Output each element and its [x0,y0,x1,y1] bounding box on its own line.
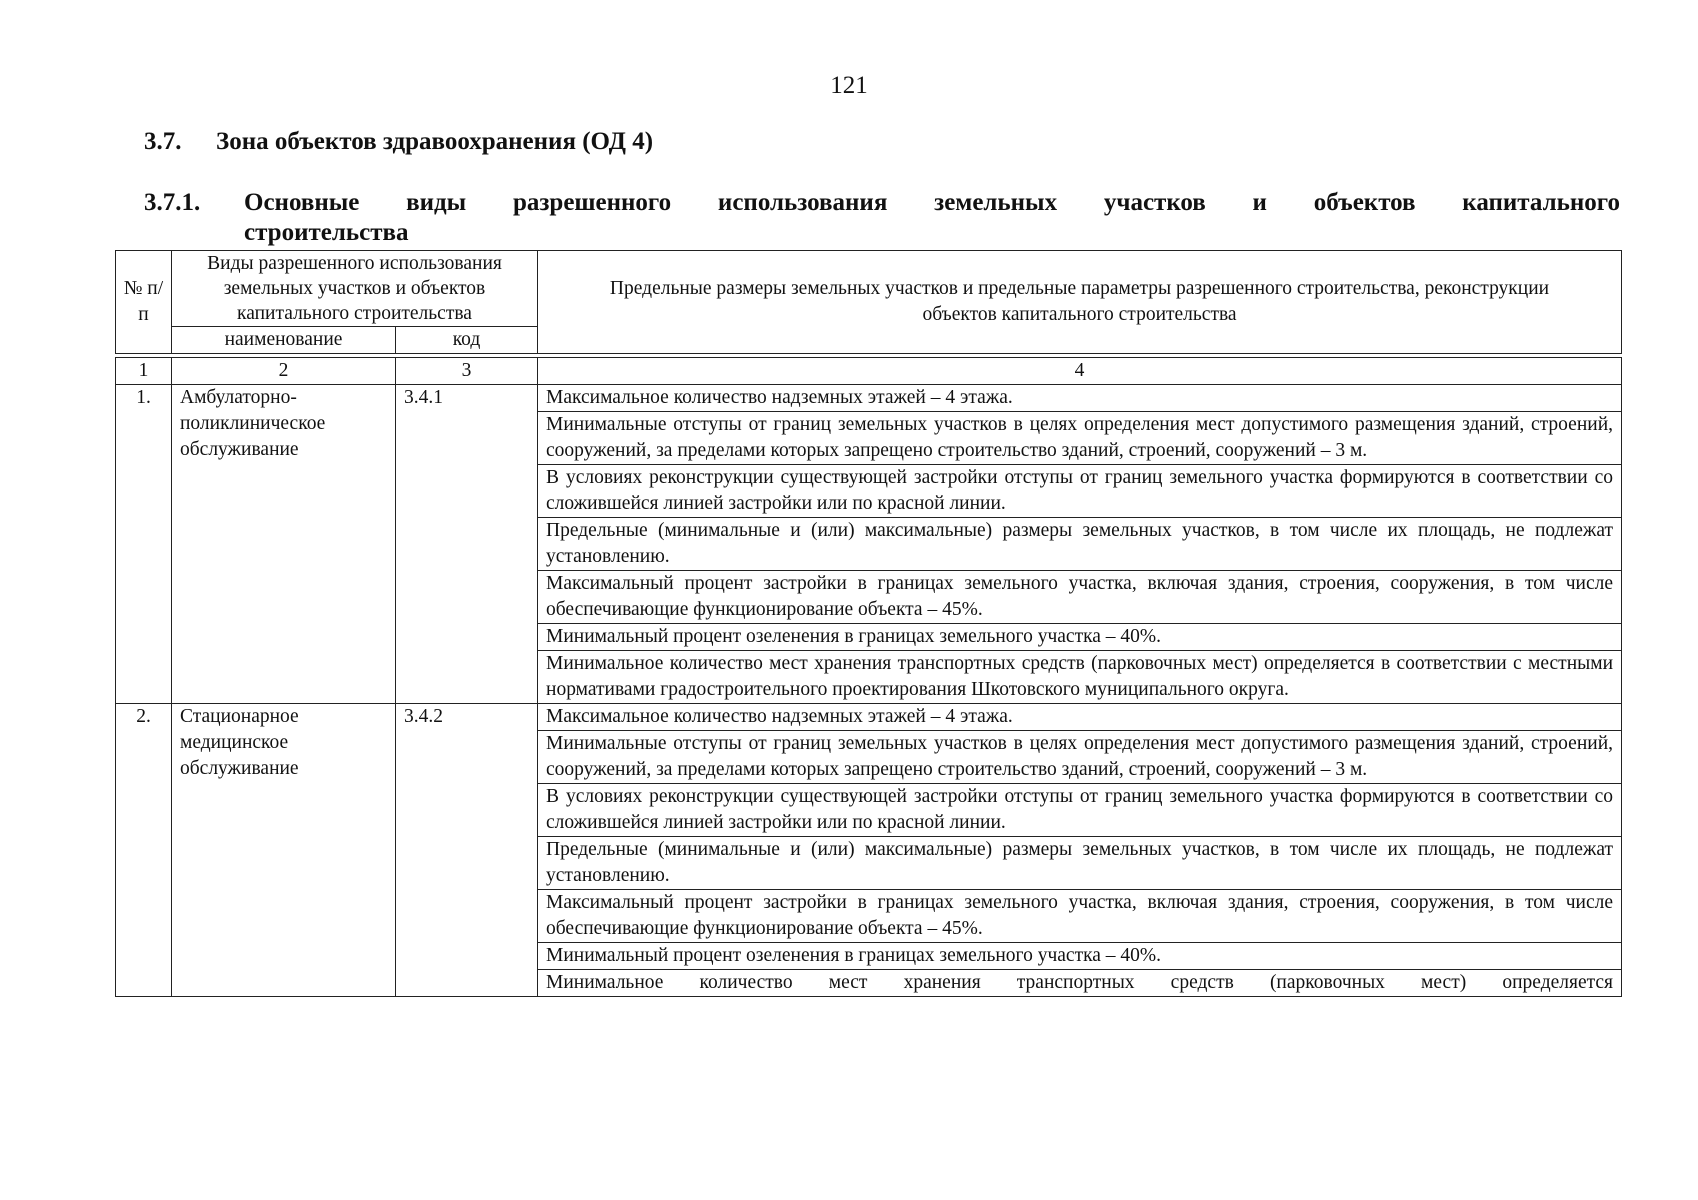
col-number-1: 1 [116,358,172,385]
param-cell: Минимальные отступы от границ земельных участков в целях определения мест допустимого размещения зданий, строений, сооружений, за пределами которых запрещено строительство зданий, строений, сооружений – 3 м. [538,731,1622,784]
header-name: наименование [172,327,396,354]
param-cell: Минимальный процент озеленения в границах земельного участка – 40%. [538,624,1622,651]
param-cell: Минимальные отступы от границ земельных участков в целях определения мест допустимого размещения зданий, строений, сооружений, за пределами которых запрещено строительство зданий, строений, сооружений – 3 м. [538,412,1622,465]
param-cell: В условиях реконструкции существующей застройки отступы от границ земельного участка формируются в соответствии со сложившейся линией застройки или по красной линии. [538,465,1622,518]
section-number: 3.7. [144,128,182,155]
use-code: 3.4.2 [396,704,538,997]
subsection-title-line1: Основные виды разрешенного использования земельных участков и объектов капитального [244,189,1620,216]
column-numbers-row [116,358,1622,385]
permitted-uses-table [115,250,1622,997]
col-number-4: 4 [538,358,1622,385]
subsection-number: 3.7.1. [144,189,201,216]
page-number: 121 [830,72,868,99]
use-name: Амбулаторно-поликлиническое обслуживание [172,385,396,704]
section-title [144,128,653,156]
header-code: код [396,327,538,354]
param-cell: Предельные (минимальные и (или) максимальные) размеры земельных участков, в том числе их площадь, не подлежат установлению. [538,518,1622,571]
section-title-text: Зона объектов здравоохранения (ОД 4) [216,128,654,155]
param-cell: Максимальное количество надземных этажей – 4 этажа. [538,385,1622,412]
param-cell: Минимальный процент озеленения в границах земельного участка – 40%. [538,943,1622,970]
param-cell: Максимальное количество надземных этажей – 4 этажа. [538,704,1622,731]
header-num: № п/п [116,251,172,354]
header-params: Предельные размеры земельных участков и предельные параметры разрешенного строительства, реконструкции объектов капитального строительства [538,251,1622,354]
param-cell: Предельные (минимальные и (или) максимальные) размеры земельных участков, в том числе их площадь, не подлежат установлению. [538,837,1622,890]
use-code: 3.4.1 [396,385,538,704]
param-cell: Минимальное количество мест хранения транспортных средств (парковочных мест) определяется в соответствии с местными нормативами градостроительного проектирования Шкотовского муниципального округа. [538,651,1622,704]
row-number: 2. [116,704,172,997]
subsection-title [144,188,1620,248]
param-cell: В условиях реконструкции существующей застройки отступы от границ земельного участка формируются в соответствии со сложившейся линией застройки или по красной линии. [538,784,1622,837]
table-row [116,704,1622,731]
header-kinds: Виды разрешенного использования земельных участков и объектов капитального строительства [172,251,538,327]
row-number: 1. [116,385,172,704]
col-number-2: 2 [172,358,396,385]
param-cell: Минимальное количество мест хранения транспортных средств (парковочных мест) определяется [538,970,1622,997]
param-cell: Максимальный процент застройки в границах земельного участка, включая здания, строения, сооружения, в том числе обеспечивающие функционирование объекта – 45%. [538,571,1622,624]
use-name: Стационарное медицинское обслуживание [172,704,396,997]
header-row [116,251,1622,327]
param-cell: Максимальный процент застройки в границах земельного участка, включая здания, строения, сооружения, в том числе обеспечивающие функционирование объекта – 45%. [538,890,1622,943]
col-number-3: 3 [396,358,538,385]
subsection-title-line2: строительства [244,219,409,246]
table-row [116,385,1622,412]
